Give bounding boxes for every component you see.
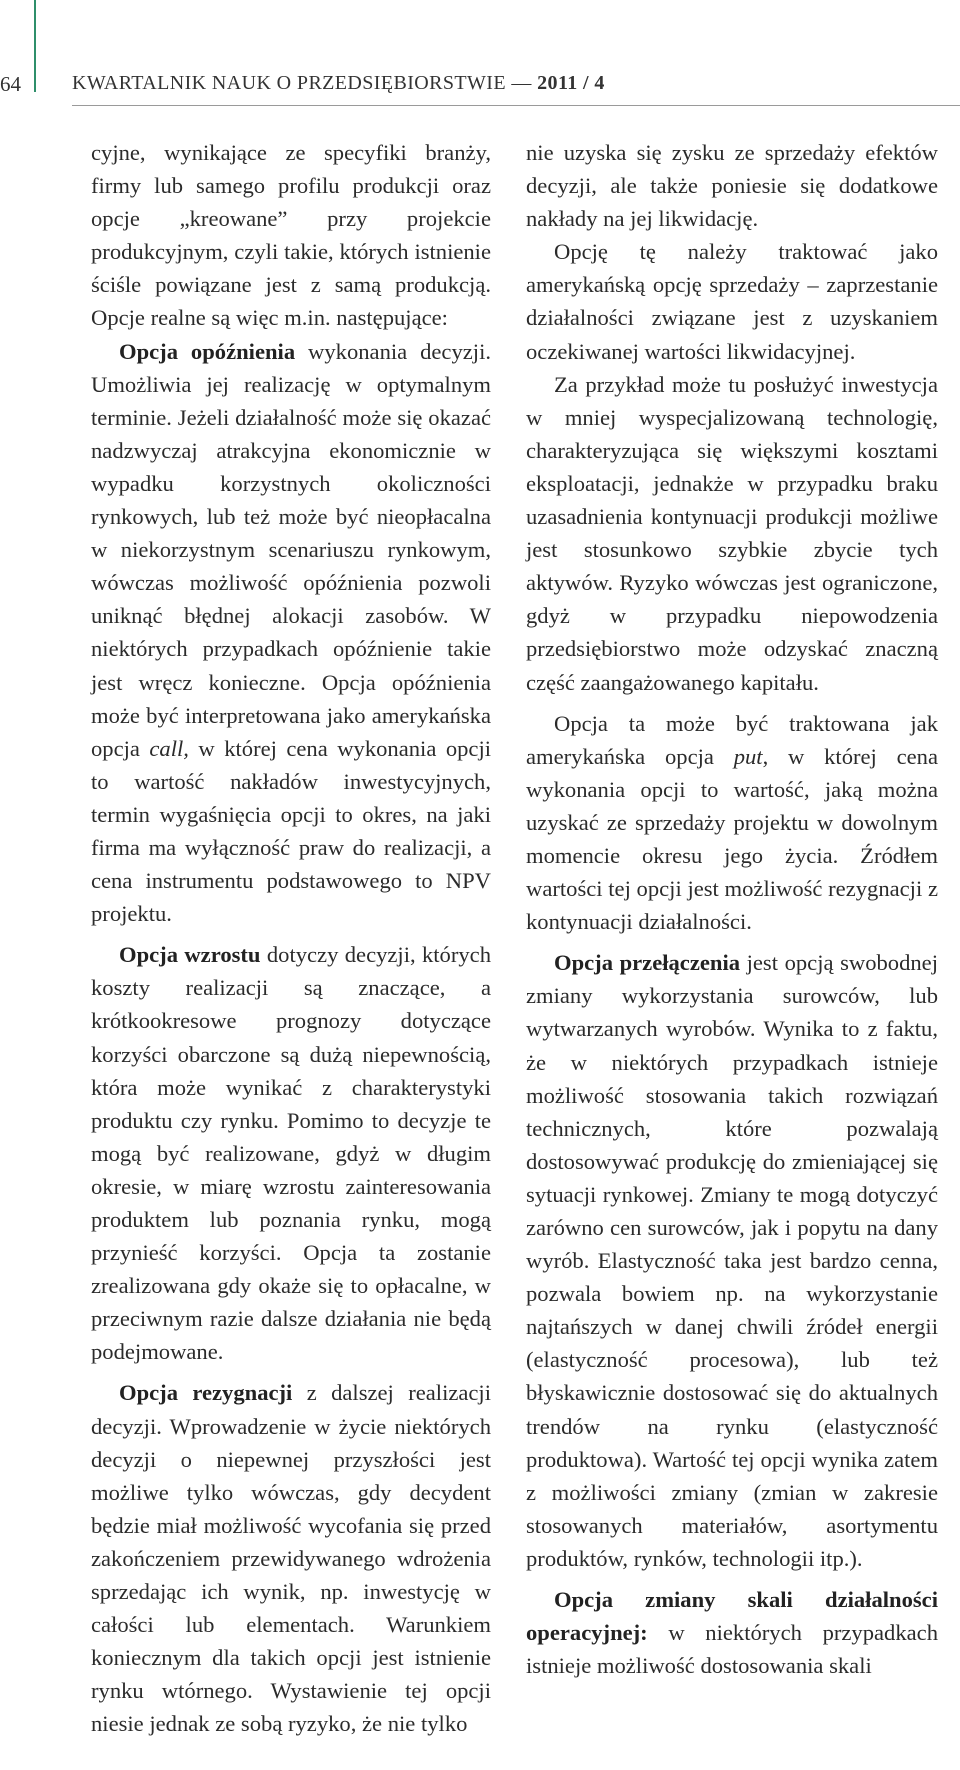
running-head: [72, 72, 605, 95]
term-heading: Opcja wzrostu: [119, 942, 261, 968]
right-column: [526, 136, 938, 1682]
term-heading: Opcja przełączenia: [554, 950, 741, 976]
paragraph: cyjne, wynikające ze specyfiki branży, firmy lub samego profilu produkcji oraz opcje „kreowane” przy projekcie produkcyjnym, czyli takie, których istnienie ściśle powiązane jest z samą produkcją. Opcje realne są więc m.in. następujące:: [91, 140, 491, 331]
paragraph-abandon-option: Opcja rezygnacji z dalszej realizacji decyzji. Wprowadzenie w życie niektórych decyzji o niepewnej przyszłości jest możliwe tylko wówczas, gdy decydent będzie miał możliwość wycofania się przed zakończeniem przewidywanego wdrożenia sprzedając ich wynik, np. inwestycję w całości lub elementach. Warunkiem koniecznym dla takich opcji jest istnienie rynku wtórnego. Wystawienie tej opcji niesie jednak ze sobą ryzyko, że nie tylko: [91, 1380, 491, 1737]
page-number: 64: [0, 72, 21, 96]
paragraph-scale-option: Opcja zmiany skali działalności operacyjnej: w niektórych przypadkach istnieje możliwość dostosowania skali: [526, 1587, 938, 1679]
margin-accent-rule: [34, 0, 36, 92]
paragraph-switch-option: Opcja przełączenia jest opcją swobodnej zmiany wykorzystania surowców, lub wytwarzanych wyrobów. Wynika to z faktu, że w niektórych przypadkach istnieje możliwość stosowania takich rozwiązań technicznych, które pozwalają dostosowywać produkcję do zmieniającej się sytuacji rynkowej. Zmiany te mogą dotyczyć zarówno cen surowców, jak i popytu na dany wyrób. Elastyczność taka jest bardzo cenna, pozwala bowiem np. na wykorzystanie najtańszych w danej chwili źródeł energii (elastyczność procesowa), lub też błyskawicznie dostosować się do aktualnych trendów na rynku (elastyczność produktowa). Wartość tej opcji wynika zatem z możliwości zmiany (zmian w zakresie stosowanych materiałów, asortymentu produktów, rynków, technologii itp.).: [526, 950, 938, 1571]
paragraph-delay-option: Opcja opóźnienia wykonania decyzji. Umożliwia jej realizację w optymalnym terminie. Jeżeli działalność może się okazać nadzwyczaj atrakcyjna ekonomicznie w wypadku korzystnych okoliczności rynkowych, lub też może być nieopłacalna w niekorzystnym scenariuszu rynkowym, wówczas możliwość opóźnienia pozwoli uniknąć błędnej alokacji zasobów. W niektórych przypadkach opóźnienie takie jest wręcz konieczne. Opcja opóźnienia może być interpretowana jako amerykańska opcja call, w której cena wykonania opcji to wartość nakładów inwestycyjnych, termin wygaśnięcia opcji to okres, na jaki firma ma wyłączność praw do realizacji, a cena instrumentu podstawowego to NPV projektu.: [91, 338, 492, 927]
issue-number: 2011 / 4: [537, 72, 605, 94]
journal-title: KWARTALNIK NAUK O PRZEDSIĘBIORSTWIE —: [72, 72, 538, 94]
header-divider: [72, 105, 960, 106]
emphasis: put: [733, 743, 763, 769]
paragraph: Opcja ta może być traktowana jak amerykańska opcja put, w której cena wykonania opcji to wartość, jaką można uzyskać ze sprzedaży projektu w dowolnym momencie okresu jego życia. Źródłem wartości tej opcji jest możliwość rezygnacji z kontynuacji działalności.: [526, 710, 938, 935]
left-column: [91, 136, 491, 1741]
emphasis: call,: [149, 735, 189, 761]
term-heading: Opcja rezygnacji: [119, 1380, 293, 1406]
paragraph-growth-option: Opcja wzrostu dotyczy decyzji, których koszty realizacji są znaczące, a krótkookresowe prognozy dotyczące korzyści obarczone są dużą niepewnością, która może wynikać z charakterystyki produktu czy rynku. Pomimo to decyzje te mogą być realizowane, gdyż w długim okresie, w miarę wzrostu zainteresowania produktem lub poznania rynku, mogą przynieść korzyści. Opcja ta zostanie zrealizowana gdy okaże się to opłacalne, w przeciwnym razie dalsze działania nie będą podejmowane.: [91, 942, 491, 1365]
paragraph: Opcję tę należy traktować jako amerykańską opcję sprzedaży – zaprzestanie działalności związane jest z uzyskaniem oczekiwanej wartości likwidacyjnej.: [526, 239, 938, 364]
term-heading: Opcja opóźnienia: [119, 338, 296, 364]
term-heading: Opcja zmiany skali działalności operacyjnej:: [526, 1587, 938, 1646]
paragraph: nie uzyska się zysku ze sprzedaży efektów decyzji, ale także poniesie się dodatkowe nakłady na jej likwidację.: [526, 140, 938, 232]
paragraph: Za przykład może tu posłużyć inwestycja w mniej wyspecjalizowaną technologię, charakteryzująca się większymi kosztami eksploatacji, jednakże w przypadku braku uzasadnienia kontynuacji produkcji możliwe jest stosunkowo szybkie zbycie tych aktywów. Ryzyko wówczas jest ograniczone, gdyż w przypadku niepowodzenia przedsiębiorstwo może odzyskać znaczną część zaangażowanego kapitału.: [526, 371, 938, 695]
